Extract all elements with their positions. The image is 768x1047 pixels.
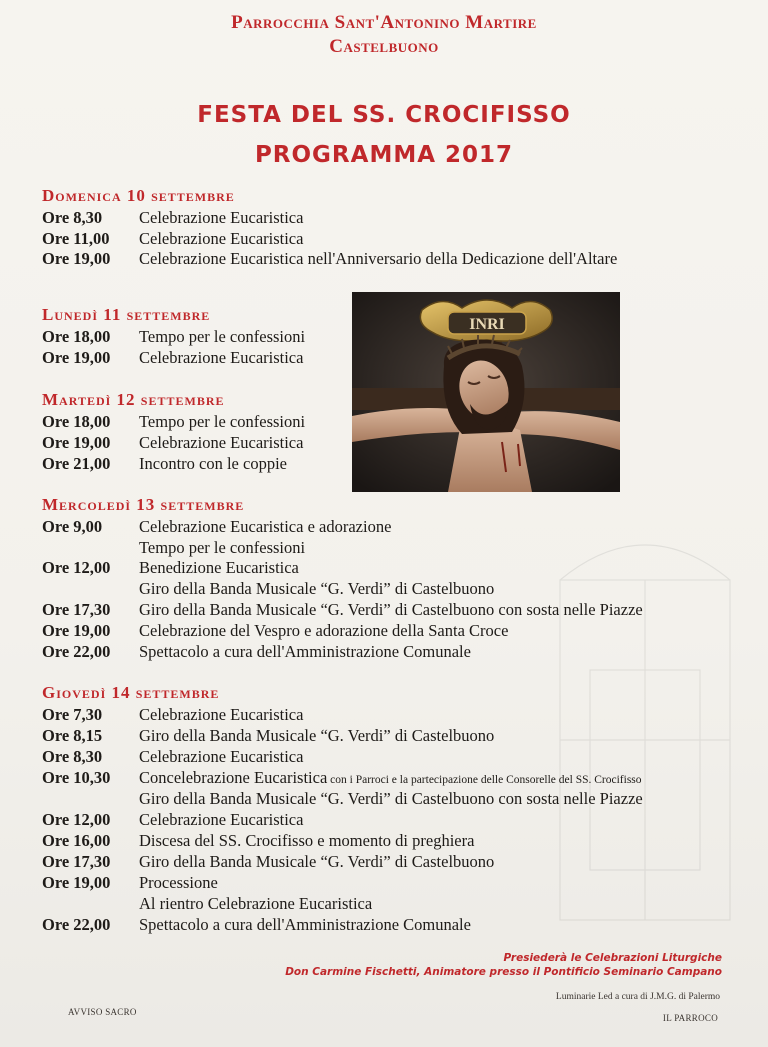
event-description: Celebrazione Eucaristica [139,705,304,724]
event-description: Celebrazione Eucaristica e adorazione [139,517,392,536]
event-description: Spettacolo a cura dell'Amministrazione Comunale [139,915,471,934]
event-time: Ore 10,30 [42,768,111,787]
event-time: Ore 11,00 [42,229,110,248]
event-description [139,768,642,788]
event-time: Ore 18,00 [42,327,111,346]
event-description: Celebrazione Eucaristica [139,229,304,248]
event-description: Celebrazione Eucaristica [139,348,304,367]
crucifix-illustration [352,292,620,492]
event-description: Celebrazione Eucaristica [139,208,304,227]
event-description: Tempo per le confessioni [139,538,306,557]
day-heading: Giovedì 14 settembre [42,683,220,702]
event-description: Discesa del SS. Crocifisso e momento di preghiera [139,831,475,850]
event-description: Celebrazione Eucaristica nell'Anniversario della Dedicazione dell'Altare [139,249,618,268]
event-time: Ore 19,00 [42,348,111,367]
event-description: Giro della Banda Musicale “G. Verdi” di Castelbuono [139,726,495,745]
event-description-main: Concelebrazione Eucaristica [139,768,328,787]
event-description: Giro della Banda Musicale “G. Verdi” di Castelbuono [139,579,495,598]
parish-city: Castelbuono [329,36,439,57]
day-heading: Martedì 12 settembre [42,390,225,409]
event-time: Ore 19,00 [42,433,111,452]
event-description: Incontro con le coppie [139,454,287,473]
event-time: Ore 12,00 [42,558,111,577]
event-description: Processione [139,873,218,892]
inri-inscription: INRI [469,316,505,333]
event-description: Tempo per le confessioni [139,327,306,346]
event-description: Al rientro Celebrazione Eucaristica [139,894,373,913]
event-time: Ore 17,30 [42,852,111,871]
event-time: Ore 9,00 [42,517,103,536]
poster-title: FESTA DEL SS. CROCIFISSO [197,102,571,128]
event-description-note: con i Parroci e la partecipazione delle Consorelle del SS. Crocifisso [327,774,642,786]
day-heading: Domenica 10 settembre [42,186,235,205]
event-description: Benedizione Eucaristica [139,558,299,577]
event-time: Ore 22,00 [42,915,111,934]
poster-subtitle: PROGRAMMA 2017 [254,142,514,168]
event-description: Celebrazione del Vespro e adorazione della Santa Croce [139,621,509,640]
watermark-drawing [520,520,768,940]
event-time: Ore 12,00 [42,810,111,829]
parroco-signature: IL PARROCO [662,1013,718,1023]
parish-name: Parrocchia Sant'Antonino Martire [231,12,537,33]
event-description: Celebrazione Eucaristica [139,747,304,766]
presider-title: Presiederà le Celebrazioni Liturgiche [503,952,722,964]
event-time: Ore 16,00 [42,831,111,850]
event-time: Ore 8,15 [42,726,103,745]
event-time: Ore 8,30 [42,208,103,227]
presider-name: Don Carmine Fischetti, Animatore presso il Pontificio Seminario Campano [285,966,722,978]
event-time: Ore 7,30 [42,705,103,724]
day-heading: Mercoledì 13 settembre [42,495,245,514]
event-description: Spettacolo a cura dell'Amministrazione Comunale [139,642,471,661]
event-description: Giro della Banda Musicale “G. Verdi” di Castelbuono con sosta nelle Piazze [139,600,643,619]
event-description: Giro della Banda Musicale “G. Verdi” di Castelbuono con sosta nelle Piazze [139,789,643,808]
avviso-sacro: AVVISO SACRO [68,1007,137,1017]
event-time: Ore 8,30 [42,747,103,766]
event-time: Ore 18,00 [42,412,111,431]
event-description: Tempo per le confessioni [139,412,306,431]
event-description: Celebrazione Eucaristica [139,810,304,829]
event-time: Ore 19,00 [42,873,111,892]
lighting-credit: Luminarie Led a cura di J.M.G. di Palermo [555,992,720,1002]
event-time: Ore 21,00 [42,454,111,473]
event-time: Ore 22,00 [42,642,111,661]
event-description: Giro della Banda Musicale “G. Verdi” di Castelbuono [139,852,495,871]
event-time: Ore 19,00 [42,249,111,268]
event-time: Ore 19,00 [42,621,111,640]
event-time: Ore 17,30 [42,600,111,619]
day-heading: Lunedì 11 settembre [42,305,211,324]
crucifix-photo [352,292,620,492]
event-description: Celebrazione Eucaristica [139,433,304,452]
